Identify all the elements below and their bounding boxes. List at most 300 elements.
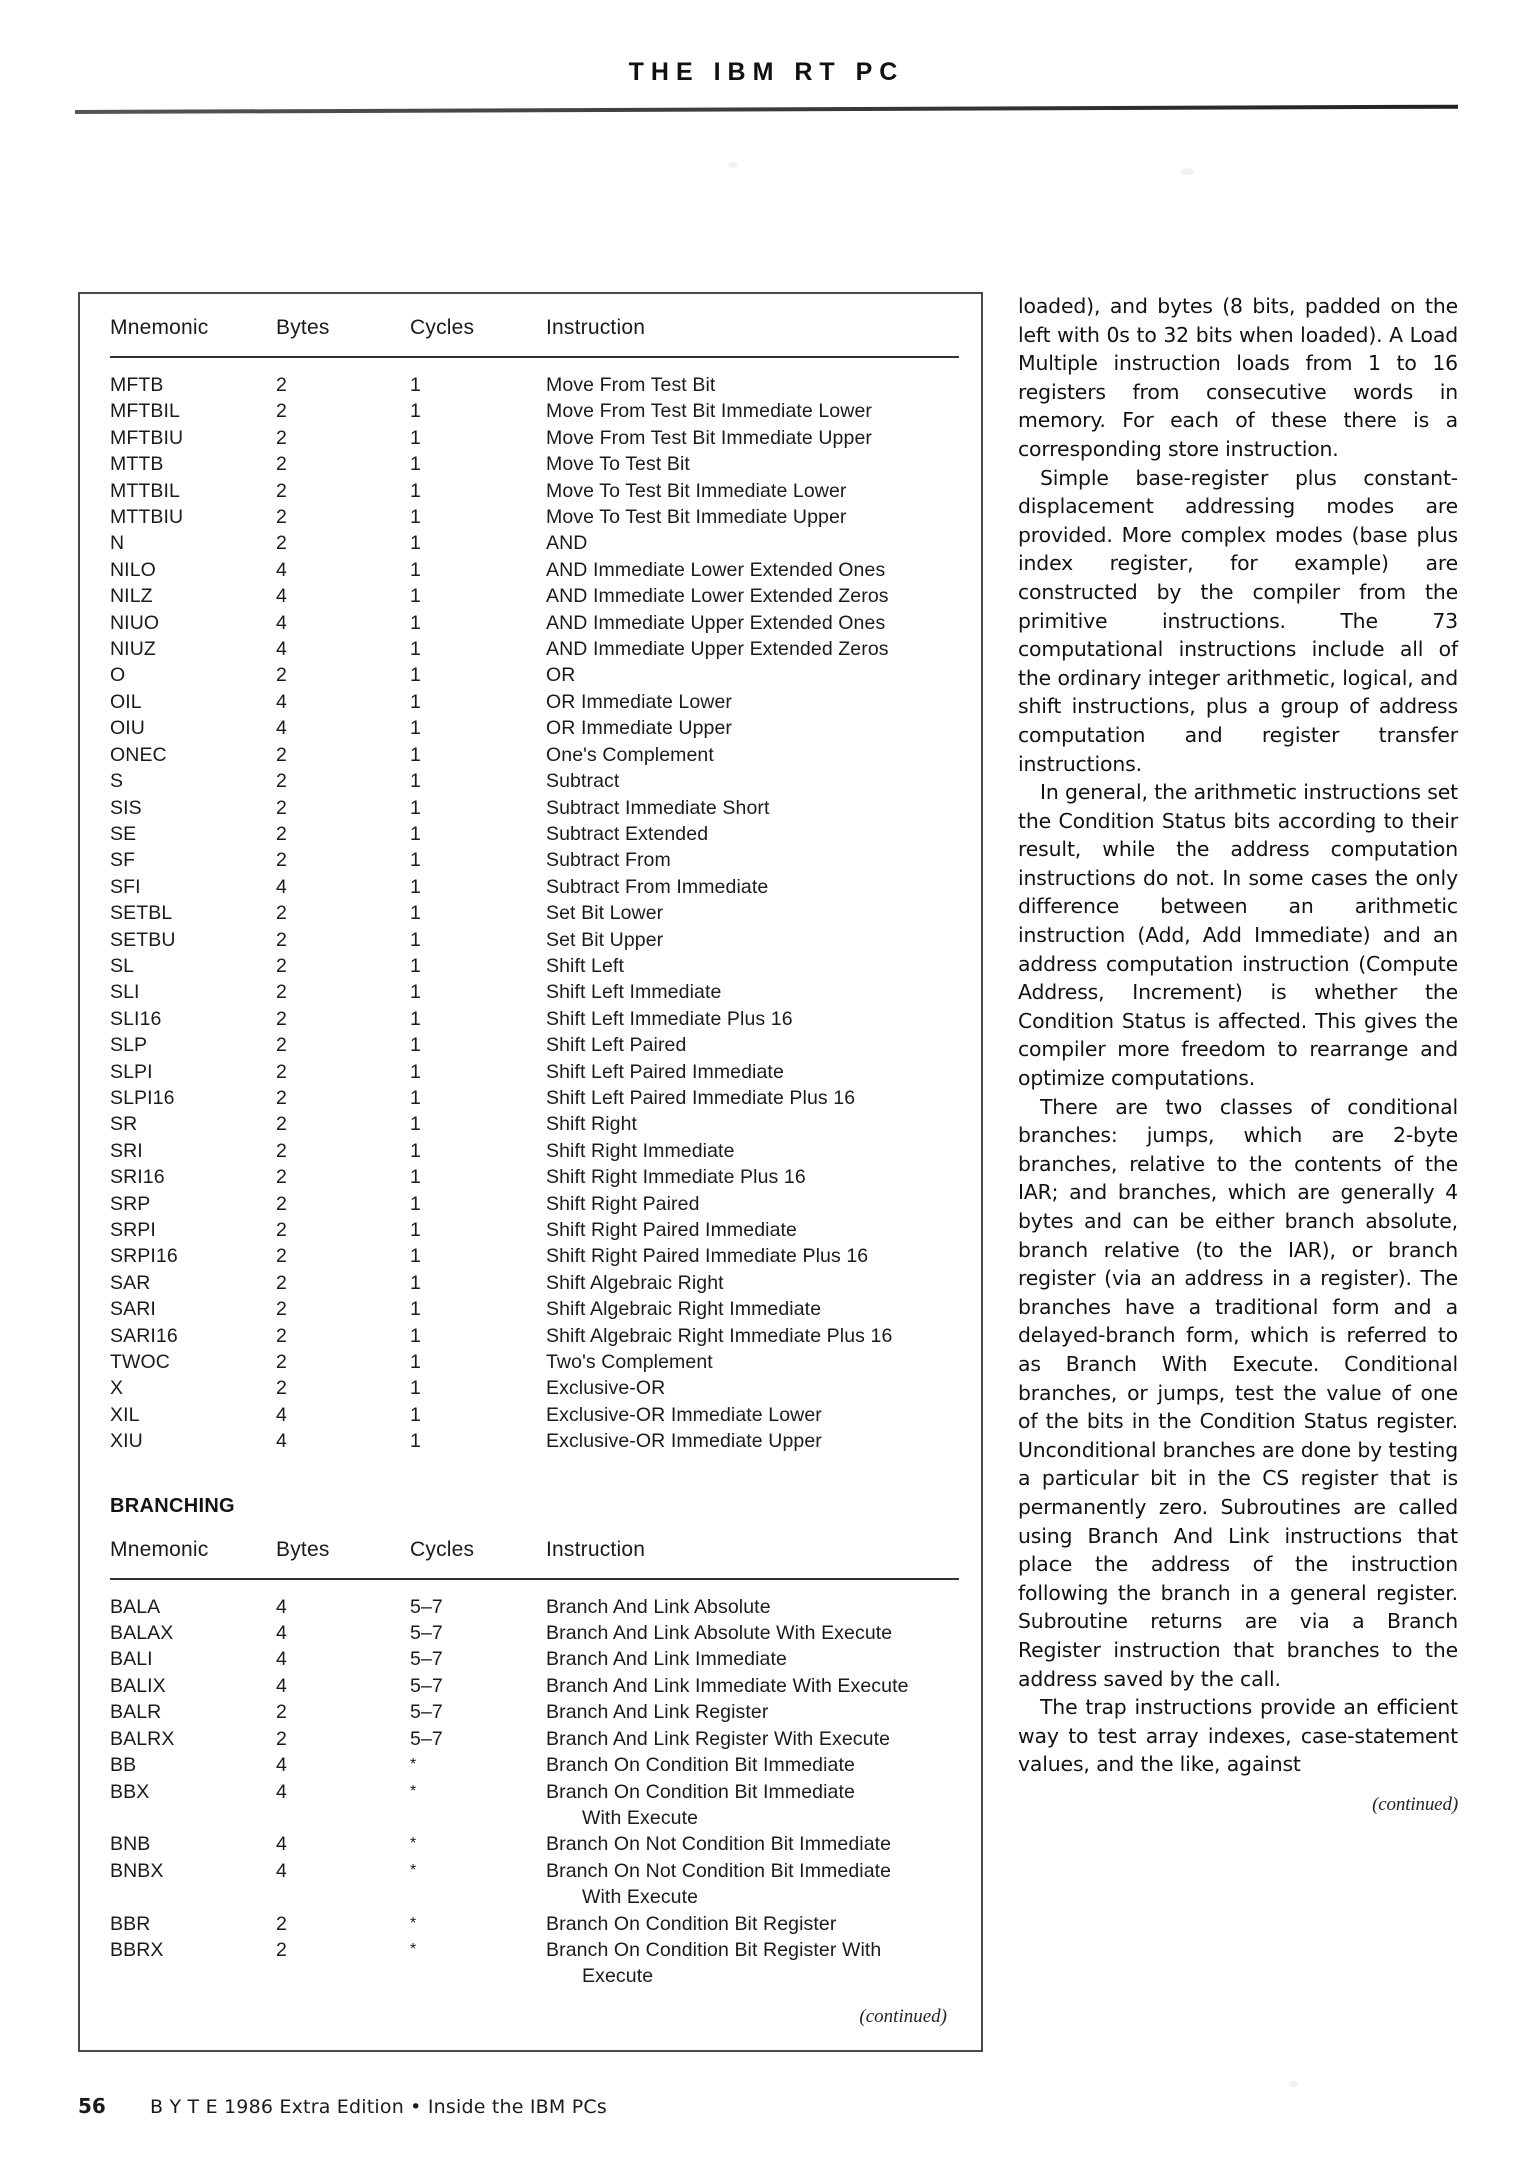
cell-bytes: 2 xyxy=(276,1271,287,1294)
cell-cycles: * xyxy=(410,1756,417,1774)
table-row xyxy=(110,795,959,821)
cell-instruction xyxy=(546,1699,959,1725)
instruction-text: OR Immediate Lower xyxy=(546,690,733,713)
instruction-text: Branch On Condition Bit Register xyxy=(546,1912,837,1935)
cell-bytes: 2 xyxy=(276,1351,287,1374)
cell-bytes: 4 xyxy=(276,717,287,740)
cell-bytes: 4 xyxy=(276,558,287,581)
cell-bytes: 2 xyxy=(276,796,287,819)
cell-bytes: 4 xyxy=(276,638,287,661)
table-row xyxy=(110,927,959,953)
cell-bytes: 2 xyxy=(276,849,287,872)
cell-bytes: 2 xyxy=(276,1245,287,1268)
instruction-text-continuation: With Execute xyxy=(582,1806,699,1829)
table-row xyxy=(110,1428,959,1454)
table-row xyxy=(110,1831,959,1857)
instruction-text: Subtract xyxy=(546,770,620,793)
cell-mnemonic: SRP xyxy=(110,1192,151,1215)
cell-mnemonic: X xyxy=(110,1377,124,1400)
cell-bytes: 2 xyxy=(276,1727,287,1750)
cell-instruction xyxy=(546,1831,959,1857)
instruction-text: Shift Right xyxy=(546,1113,638,1136)
cell-mnemonic: SE xyxy=(110,822,137,845)
table-row xyxy=(110,398,959,424)
cell-bytes: 2 xyxy=(276,1701,287,1724)
cell-mnemonic: SETBL xyxy=(110,902,173,925)
cell-cycles: 5–7 xyxy=(410,1674,443,1697)
body-paragraph: In general, the arithmetic instructions set the Condition Status bits according to their result, while the address computation instructions do not. In some cases the only difference between an arithmetic instruction (Add, Add Immediate) and an address computation instruction (Compute Address, Increment) is whether the Condition Status is affected. This gives the compiler more freedom to rearrange and optimize computations. xyxy=(1018,780,1458,1091)
table-row xyxy=(110,874,959,900)
cell-cycles: 1 xyxy=(410,1113,421,1136)
header-rule xyxy=(75,105,1458,114)
instruction-text: Shift Right Paired Immediate xyxy=(546,1219,797,1241)
cell-bytes: 2 xyxy=(276,1219,287,1241)
cell-cycles: * xyxy=(410,1940,417,1958)
cell-mnemonic: MTTBIU xyxy=(110,506,184,529)
cell-bytes: 4 xyxy=(276,1648,287,1671)
cell-bytes: 4 xyxy=(276,875,287,898)
table-row xyxy=(110,900,959,926)
cell-cycles: 1 xyxy=(410,453,421,476)
cell-instruction xyxy=(546,1217,959,1243)
cell-bytes: 4 xyxy=(276,690,287,713)
cell-mnemonic: SARI16 xyxy=(110,1324,178,1347)
column-header-mnemonic: Mnemonic xyxy=(110,1537,209,1561)
cell-bytes: 2 xyxy=(276,532,287,555)
table-row xyxy=(110,357,959,398)
instruction-text: Shift Left Paired Immediate Plus 16 xyxy=(546,1086,856,1109)
cell-bytes: 2 xyxy=(276,453,287,476)
table-row xyxy=(110,1699,959,1725)
cell-instruction xyxy=(546,1402,959,1428)
cell-bytes: 2 xyxy=(276,1139,287,1162)
cell-cycles: * xyxy=(410,1782,417,1800)
instruction-text: Shift Left Immediate xyxy=(546,981,722,1004)
cell-mnemonic: SFI xyxy=(110,875,141,898)
section-label-branching: BRANCHING xyxy=(110,1494,235,1517)
cell-bytes: 2 xyxy=(276,374,287,396)
table-row xyxy=(110,610,959,636)
cell-instruction xyxy=(546,1006,959,1032)
cell-instruction xyxy=(546,715,959,741)
cell-mnemonic: SL xyxy=(110,954,135,977)
table-row xyxy=(110,1375,959,1401)
cell-instruction xyxy=(546,398,959,424)
instruction-text: Shift Left xyxy=(546,954,624,977)
table-row xyxy=(110,1270,959,1296)
instruction-text: Set Bit Lower xyxy=(546,902,664,925)
cell-mnemonic: SARI xyxy=(110,1298,156,1321)
table-row xyxy=(110,1858,959,1911)
table-row xyxy=(110,953,959,979)
scan-speckle xyxy=(1180,168,1194,175)
cell-mnemonic: BALR xyxy=(110,1701,162,1724)
instruction-text: Shift Algebraic Right xyxy=(546,1271,724,1294)
scan-speckle xyxy=(1289,2081,1298,2087)
column-header-instruction: Instruction xyxy=(546,1537,646,1561)
cell-bytes: 2 xyxy=(276,1007,287,1030)
cell-bytes: 2 xyxy=(276,954,287,977)
cell-mnemonic: MTTBIL xyxy=(110,479,180,502)
instruction-text: Shift Left Immediate Plus 16 xyxy=(546,1007,793,1030)
cell-bytes: 2 xyxy=(276,1938,287,1961)
cell-instruction xyxy=(546,451,959,477)
cell-instruction xyxy=(546,1646,959,1672)
cell-bytes: 2 xyxy=(276,928,287,951)
cell-cycles: 1 xyxy=(410,400,421,423)
instruction-text: Subtract Immediate Short xyxy=(546,796,770,819)
instruction-text: Shift Right Paired Immediate Plus 16 xyxy=(546,1245,869,1268)
cell-cycles: 1 xyxy=(410,664,421,687)
table-row xyxy=(110,1138,959,1164)
table-row xyxy=(110,662,959,688)
instruction-text: Set Bit Upper xyxy=(546,928,664,951)
cell-instruction xyxy=(546,1085,959,1111)
cell-bytes: 4 xyxy=(276,1403,287,1426)
cell-mnemonic: SRPI xyxy=(110,1219,156,1241)
instruction-text: Two's Complement xyxy=(546,1351,713,1374)
cell-bytes: 2 xyxy=(276,1086,287,1109)
cell-instruction xyxy=(546,583,959,609)
cell-cycles: * xyxy=(410,1861,417,1879)
article-paragraphs xyxy=(1018,292,1458,1779)
table-row xyxy=(110,1779,959,1832)
cell-cycles: 1 xyxy=(410,1166,421,1189)
table-row xyxy=(110,1059,959,1085)
cell-cycles: 1 xyxy=(410,743,421,766)
cell-cycles: 1 xyxy=(410,902,421,925)
cell-bytes: 2 xyxy=(276,426,287,449)
table-row xyxy=(110,821,959,847)
body-paragraph: loaded), and bytes (8 bits, padded on the left with 0s to 32 bits when loaded). A Load Multiple instruction loads from 1 to 16 registers from consecutive words in memory. For each of these there is a corresponding store instruction. xyxy=(1018,294,1458,461)
table-row xyxy=(110,979,959,1005)
table-row xyxy=(110,557,959,583)
cell-bytes: 4 xyxy=(276,1595,287,1618)
cell-mnemonic: SIS xyxy=(110,796,142,819)
cell-mnemonic: SRI xyxy=(110,1139,143,1162)
cell-cycles: 1 xyxy=(410,1034,421,1057)
instruction-text: Subtract Extended xyxy=(546,822,709,845)
cell-mnemonic: BALA xyxy=(110,1595,161,1618)
cell-instruction xyxy=(546,1059,959,1085)
cell-mnemonic: SLI16 xyxy=(110,1007,162,1030)
cell-instruction xyxy=(546,636,959,662)
table-row xyxy=(110,1402,959,1428)
cell-cycles: 1 xyxy=(410,1245,421,1268)
cell-cycles: 5–7 xyxy=(410,1595,443,1618)
instruction-text: Branch And Link Absolute With Execute xyxy=(546,1622,893,1645)
cell-mnemonic: BNBX xyxy=(110,1859,164,1882)
cell-mnemonic: BALRX xyxy=(110,1727,175,1750)
cell-bytes: 2 xyxy=(276,506,287,529)
cell-bytes: 2 xyxy=(276,1377,287,1400)
table-row xyxy=(110,847,959,873)
instruction-table-branching-body xyxy=(110,1579,959,1990)
cell-bytes: 2 xyxy=(276,743,287,766)
cell-instruction xyxy=(546,357,959,398)
cell-bytes: 2 xyxy=(276,1912,287,1935)
cell-mnemonic: BALIX xyxy=(110,1674,166,1697)
table-row xyxy=(110,1673,959,1699)
cell-bytes: 4 xyxy=(276,1754,287,1777)
running-head xyxy=(0,58,1533,87)
instruction-table-primary xyxy=(110,316,959,1455)
cell-bytes: 2 xyxy=(276,1034,287,1057)
cell-cycles: 1 xyxy=(410,1430,421,1453)
cell-instruction xyxy=(546,1138,959,1164)
cell-mnemonic: TWOC xyxy=(110,1351,170,1374)
cell-cycles: 1 xyxy=(410,822,421,845)
cell-mnemonic: ONEC xyxy=(110,743,167,766)
instruction-text: Branch And Link Immediate xyxy=(546,1648,787,1671)
instruction-text: Shift Right Immediate xyxy=(546,1139,735,1162)
cell-mnemonic: MFTBIL xyxy=(110,400,180,423)
instruction-text: OR xyxy=(546,664,576,687)
body-continued-note: (continued) xyxy=(1372,1793,1458,1815)
cell-instruction xyxy=(546,1323,959,1349)
cell-instruction xyxy=(546,847,959,873)
cell-mnemonic: MTTB xyxy=(110,453,164,476)
cell-mnemonic: BBX xyxy=(110,1780,150,1803)
instruction-text: Exclusive-OR Immediate Upper xyxy=(546,1430,822,1453)
cell-instruction xyxy=(546,1673,959,1699)
body-paragraph: There are two classes of conditional branches: jumps, which are 2-byte branches, relative to the contents of the IAR; and branches, which are generally 4 bytes and can be either branch absolute, branch relative (to the IAR), or branch register (via an address in a register). The branches have a traditional form and a delayed-branch form, which is referred to as Branch With Execute. Conditional branches, or jumps, test the value of one of the bits in the Condition Status register. Unconditional branches are done by testing a particular bit in the CS register that is permanently zero. Subroutines are called using Branch And Link instructions that place the address of the instruction following the branch in a general register. Subroutine returns are via a Branch Register instruction that branches to the address saved by the call. xyxy=(1018,1094,1459,1691)
cell-cycles: 1 xyxy=(410,1377,421,1400)
instruction-text: Shift Right Paired xyxy=(546,1192,700,1215)
instruction-text: OR Immediate Upper xyxy=(546,717,733,740)
cell-instruction xyxy=(546,530,959,556)
cell-bytes: 2 xyxy=(276,981,287,1004)
cell-bytes: 2 xyxy=(276,1113,287,1136)
page-footer xyxy=(78,2094,1458,2118)
cell-mnemonic: SAR xyxy=(110,1271,151,1294)
cell-bytes: 2 xyxy=(276,1166,287,1189)
table-row xyxy=(110,1217,959,1243)
cell-mnemonic: BALAX xyxy=(110,1622,174,1645)
table-row xyxy=(110,1349,959,1375)
cell-instruction xyxy=(546,1191,959,1217)
cell-instruction xyxy=(546,1375,959,1401)
cell-instruction xyxy=(546,900,959,926)
cell-instruction xyxy=(546,1726,959,1752)
cell-cycles: 1 xyxy=(410,506,421,529)
cell-mnemonic: N xyxy=(110,532,125,555)
table-row xyxy=(110,583,959,609)
cell-mnemonic: SLPI16 xyxy=(110,1086,175,1109)
cell-instruction xyxy=(546,1032,959,1058)
instruction-text: Branch And Link Register With Execute xyxy=(546,1727,891,1750)
cell-mnemonic: XIL xyxy=(110,1403,140,1426)
instruction-text: AND Immediate Lower Extended Zeros xyxy=(546,585,889,608)
table-row xyxy=(110,425,959,451)
instruction-text: Branch On Condition Bit Register With xyxy=(546,1938,882,1961)
cell-mnemonic: OIL xyxy=(110,690,142,713)
instruction-text: Shift Left Paired Immediate xyxy=(546,1060,784,1083)
cell-cycles: 1 xyxy=(410,426,421,449)
cell-bytes: 4 xyxy=(276,1622,287,1645)
table-row xyxy=(110,1937,959,1990)
cell-cycles: 5–7 xyxy=(410,1701,443,1724)
instruction-text: Branch On Not Condition Bit Immediate xyxy=(546,1833,892,1856)
instruction-text: Subtract From Immediate xyxy=(546,875,769,898)
cell-mnemonic: BALI xyxy=(110,1648,153,1671)
cell-instruction xyxy=(546,742,959,768)
instruction-text: Move From Test Bit Immediate Lower xyxy=(546,400,872,423)
table-row xyxy=(110,1006,959,1032)
instruction-text: AND Immediate Upper Extended Ones xyxy=(546,611,886,634)
cell-cycles: 1 xyxy=(410,849,421,872)
cell-instruction xyxy=(546,1270,959,1296)
cell-cycles: 1 xyxy=(410,479,421,502)
cell-bytes: 2 xyxy=(276,1192,287,1215)
cell-cycles: 1 xyxy=(410,1060,421,1083)
cell-bytes: 2 xyxy=(276,770,287,793)
cell-instruction xyxy=(546,1428,959,1454)
cell-instruction xyxy=(546,1620,959,1646)
cell-instruction xyxy=(546,478,959,504)
cell-cycles: 1 xyxy=(410,875,421,898)
table-row xyxy=(110,1323,959,1349)
table-header-row xyxy=(110,1538,959,1579)
cell-instruction xyxy=(546,1779,959,1832)
cell-mnemonic: NIUO xyxy=(110,611,160,634)
cell-bytes: 4 xyxy=(276,1833,287,1856)
cell-mnemonic: XIU xyxy=(110,1430,143,1453)
cell-instruction xyxy=(546,1296,959,1322)
cell-bytes: 4 xyxy=(276,585,287,608)
cell-instruction xyxy=(546,1243,959,1269)
cell-cycles: 1 xyxy=(410,1219,421,1241)
cell-instruction xyxy=(546,795,959,821)
table-row xyxy=(110,1243,959,1269)
table-row xyxy=(110,504,959,530)
cell-instruction xyxy=(546,662,959,688)
table-row xyxy=(110,715,959,741)
running-head-text: THE IBM RT PC xyxy=(628,58,905,86)
instruction-text: Exclusive-OR xyxy=(546,1377,666,1400)
cell-mnemonic: S xyxy=(110,770,124,793)
instruction-text: Shift Right Immediate Plus 16 xyxy=(546,1166,806,1189)
table-row xyxy=(110,1191,959,1217)
table-row xyxy=(110,1646,959,1672)
instruction-text: Move To Test Bit Immediate Lower xyxy=(546,479,847,502)
body-paragraph: The trap instructions provide an efficient way to test array indexes, case-statement values, and the like, against xyxy=(1018,1695,1458,1777)
cell-cycles: 1 xyxy=(410,1192,421,1215)
column-header-bytes: Bytes xyxy=(276,1537,330,1561)
cell-instruction xyxy=(546,557,959,583)
article-body-column xyxy=(1018,292,1458,1819)
cell-instruction xyxy=(546,1349,959,1375)
column-header-cycles: Cycles xyxy=(410,316,475,339)
cell-cycles: 1 xyxy=(410,1403,421,1426)
cell-mnemonic: SRPI16 xyxy=(110,1245,178,1268)
cell-mnemonic: O xyxy=(110,664,126,687)
cell-instruction xyxy=(546,768,959,794)
column-header-instruction: Instruction xyxy=(546,316,646,339)
cell-instruction xyxy=(546,1164,959,1190)
table-row xyxy=(110,742,959,768)
table-row xyxy=(110,1296,959,1322)
cell-mnemonic: NIUZ xyxy=(110,638,156,661)
cell-instruction xyxy=(546,689,959,715)
table-row xyxy=(110,689,959,715)
cell-instruction xyxy=(546,1111,959,1137)
column-header-cycles: Cycles xyxy=(410,1537,475,1561)
instruction-text: Move From Test Bit xyxy=(546,374,716,396)
table-row xyxy=(110,451,959,477)
cell-mnemonic: SLPI xyxy=(110,1060,153,1083)
cell-mnemonic: OIU xyxy=(110,717,145,740)
instruction-table-primary-body xyxy=(110,357,959,1455)
cell-cycles: 1 xyxy=(410,585,421,608)
cell-instruction xyxy=(546,1752,959,1778)
cell-cycles: 1 xyxy=(410,796,421,819)
page-number: 56 xyxy=(78,2094,106,2118)
cell-cycles: 1 xyxy=(410,1298,421,1321)
instruction-text: Move From Test Bit Immediate Upper xyxy=(546,426,872,449)
cell-cycles: 1 xyxy=(410,690,421,713)
cell-cycles: * xyxy=(410,1914,417,1932)
table-row xyxy=(110,1032,959,1058)
cell-mnemonic: MFTBIU xyxy=(110,426,184,449)
cell-instruction xyxy=(546,1579,959,1620)
cell-mnemonic: SF xyxy=(110,849,136,872)
cell-instruction xyxy=(546,1858,959,1911)
folio-text: B Y T E 1986 Extra Edition • Inside the IBM PCs xyxy=(150,2096,607,2118)
instruction-text: Exclusive-OR Immediate Lower xyxy=(546,1403,822,1426)
cell-bytes: 2 xyxy=(276,1298,287,1321)
cell-bytes: 2 xyxy=(276,479,287,502)
instruction-text: Shift Algebraic Right Immediate Plus 16 xyxy=(546,1324,893,1347)
cell-cycles: 1 xyxy=(410,928,421,951)
instruction-text: AND xyxy=(546,532,588,555)
instruction-text: Branch On Condition Bit Immediate xyxy=(546,1780,855,1803)
cell-cycles: 1 xyxy=(410,1007,421,1030)
table-row xyxy=(110,1111,959,1137)
cell-bytes: 2 xyxy=(276,1324,287,1347)
cell-cycles: 1 xyxy=(410,1086,421,1109)
instruction-text: Branch And Link Immediate With Execute xyxy=(546,1674,909,1697)
instruction-text: Shift Left Paired xyxy=(546,1034,687,1057)
cell-bytes: 4 xyxy=(276,1780,287,1803)
table-row xyxy=(110,530,959,556)
cell-cycles: 1 xyxy=(410,770,421,793)
cell-mnemonic: BBR xyxy=(110,1912,151,1935)
instruction-table-panel xyxy=(78,292,983,2052)
cell-cycles: 1 xyxy=(410,1324,421,1347)
cell-bytes: 2 xyxy=(276,902,287,925)
instruction-text: Move To Test Bit Immediate Upper xyxy=(546,506,847,529)
cell-instruction xyxy=(546,425,959,451)
cell-bytes: 2 xyxy=(276,822,287,845)
instruction-text: Move To Test Bit xyxy=(546,453,690,476)
table-continued-note: (continued) xyxy=(859,2005,947,2027)
table-row xyxy=(110,768,959,794)
table-row xyxy=(110,1620,959,1646)
table-row xyxy=(110,1726,959,1752)
cell-mnemonic: MFTB xyxy=(110,374,164,396)
instruction-text: Branch On Not Condition Bit Immediate xyxy=(546,1859,892,1882)
cell-instruction xyxy=(546,1911,959,1937)
cell-mnemonic: SR xyxy=(110,1113,138,1136)
cell-cycles: 1 xyxy=(410,981,421,1004)
cell-bytes: 2 xyxy=(276,664,287,687)
cell-cycles: 5–7 xyxy=(410,1622,443,1645)
instruction-text: AND Immediate Upper Extended Zeros xyxy=(546,638,889,661)
cell-cycles: 1 xyxy=(410,532,421,555)
cell-bytes: 4 xyxy=(276,1430,287,1453)
table-row xyxy=(110,1579,959,1620)
